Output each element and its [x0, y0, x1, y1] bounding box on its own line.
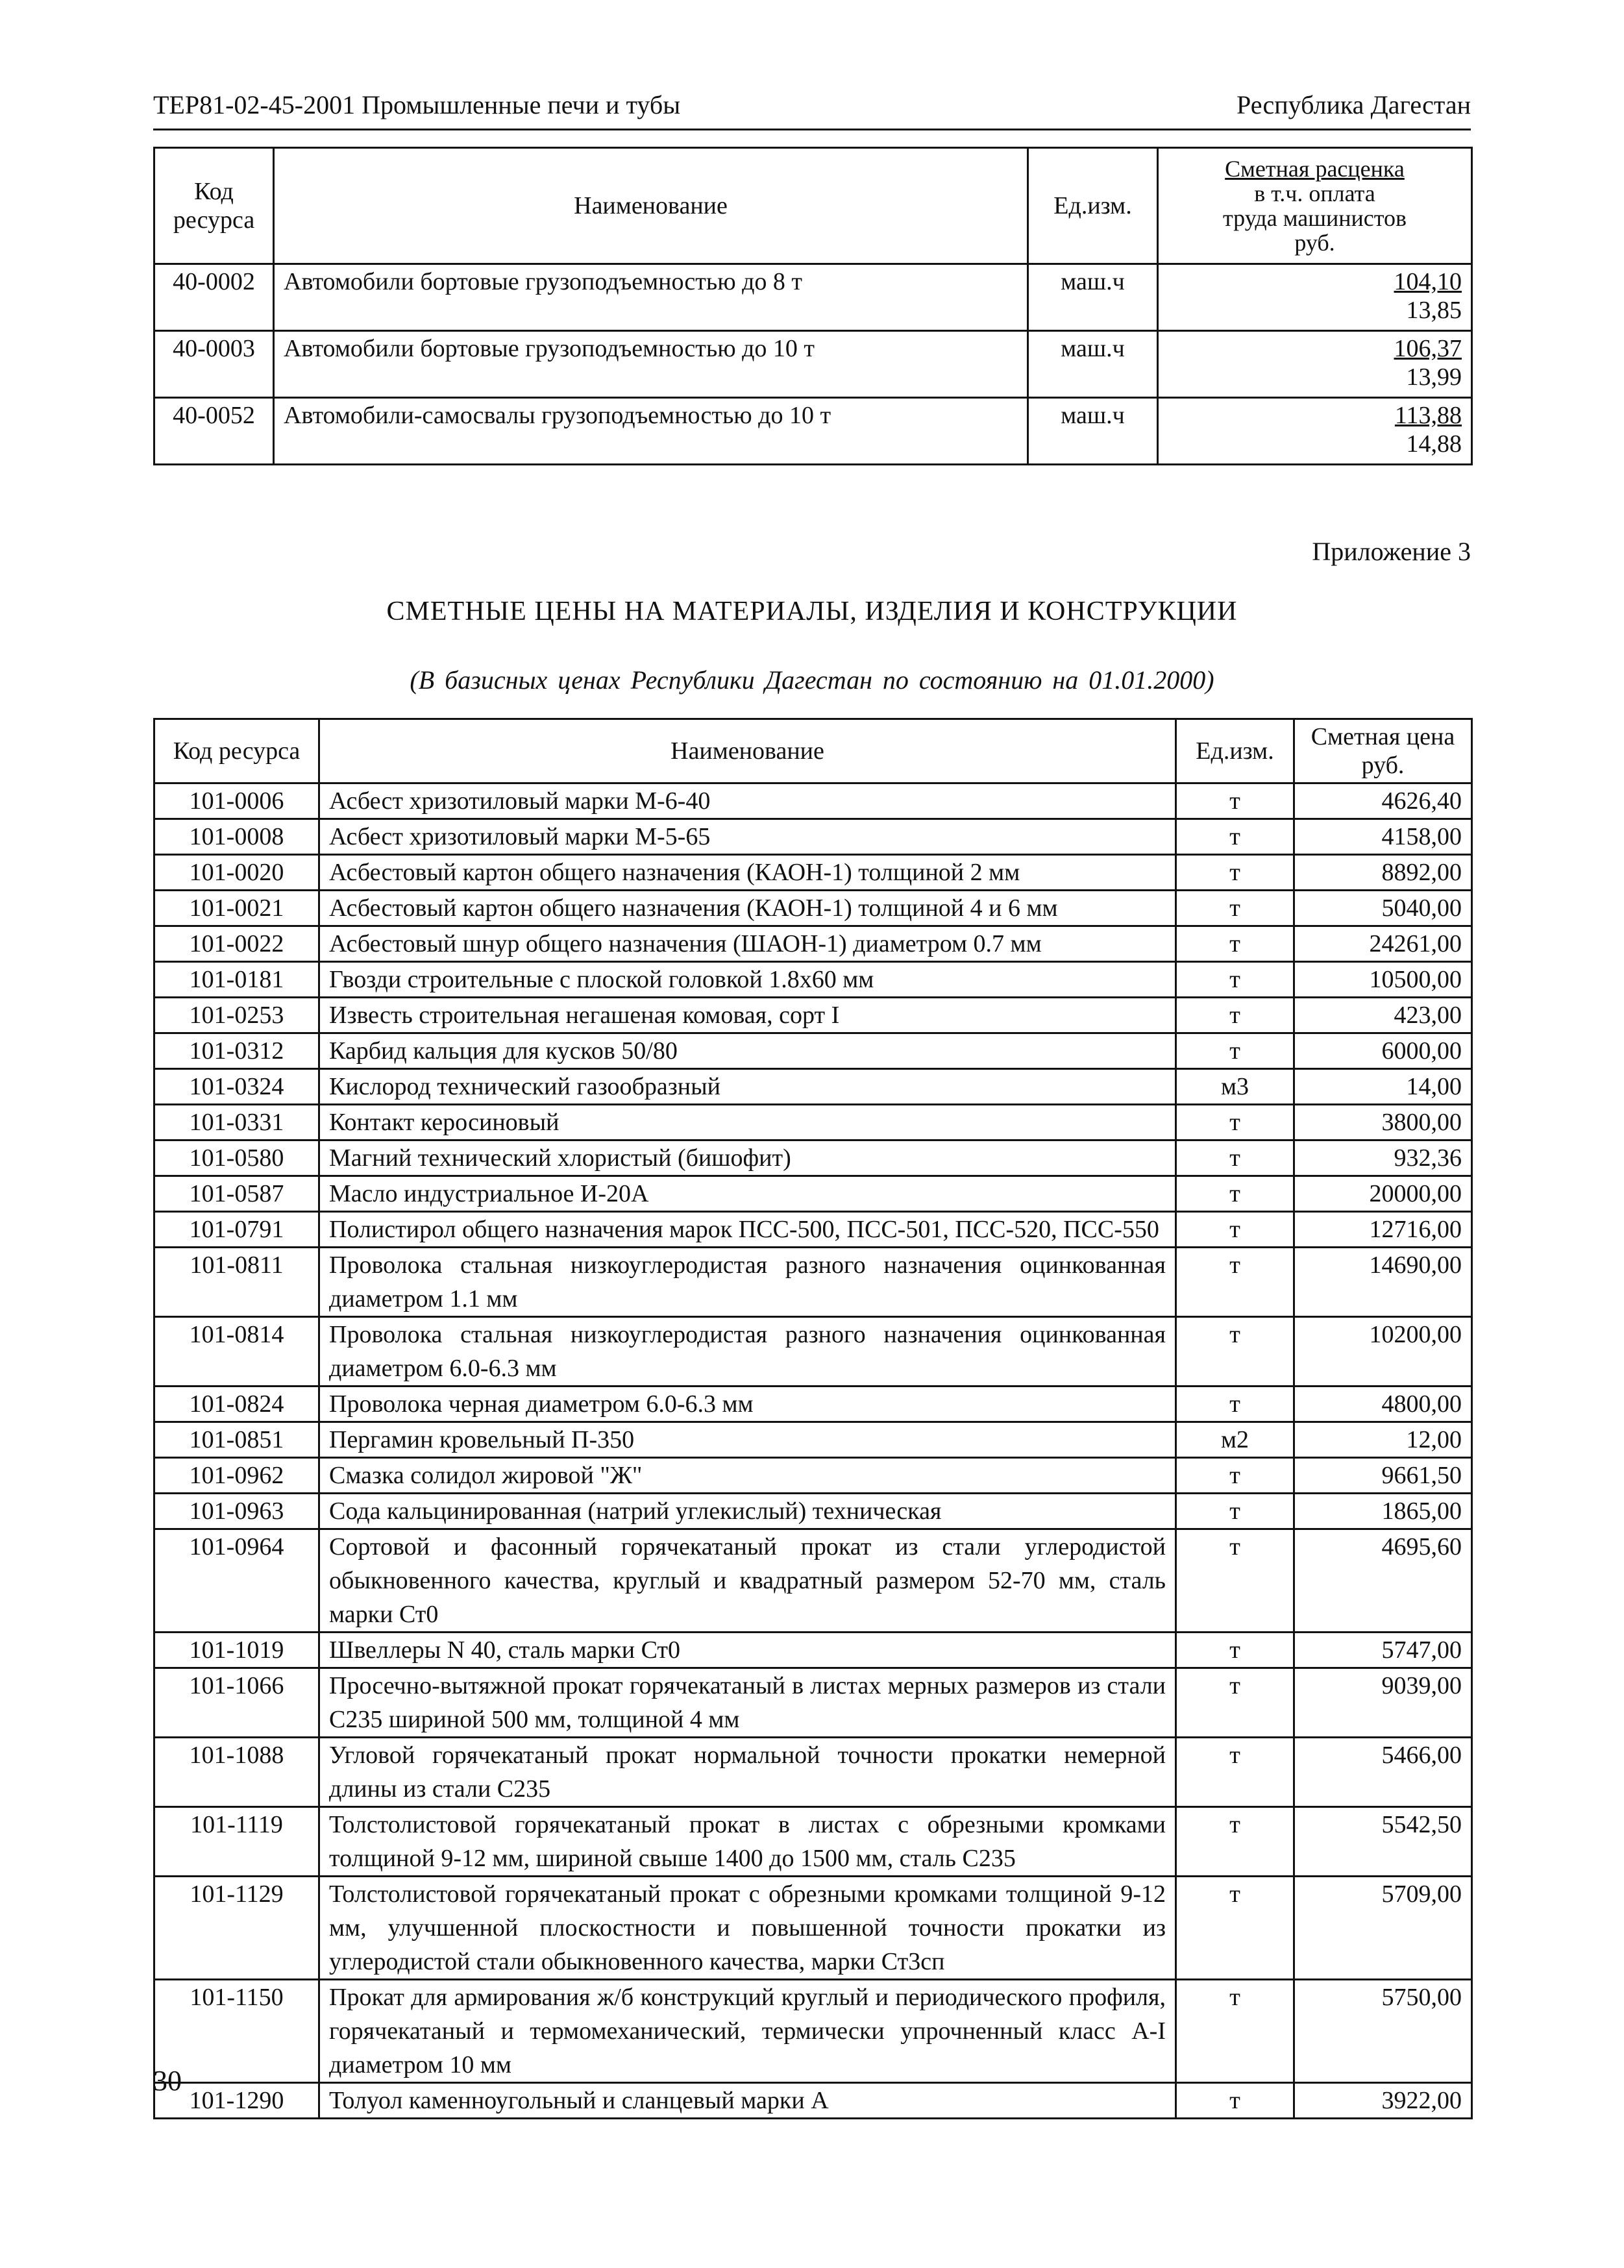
table-row [154, 1738, 1472, 1807]
resource-price [1158, 331, 1472, 398]
resource-price: 14690,00 [1294, 1248, 1472, 1317]
resource-price [1158, 398, 1472, 465]
table-row [154, 1033, 1472, 1069]
table-row [154, 962, 1472, 998]
resource-code: 101-0006 [154, 783, 319, 819]
resource-unit: т [1176, 1317, 1294, 1387]
rate-value: 104,10 [1394, 268, 1462, 295]
resource-code: 101-0587 [154, 1176, 319, 1212]
resource-name: Автомобили-самосвалы грузоподъемностью до 10 т [274, 398, 1028, 465]
resource-unit: т [1176, 1877, 1294, 1980]
table-row [154, 1069, 1472, 1105]
resource-name: Толстолистовой горячекатаный прокат с обрезными кромками толщиной 9-12 мм, улучшенной плоскостности и повышенной точности прокатки из углеродистой стали обыкновенного качества, марки Ст3сп [319, 1877, 1176, 1980]
column-header-code: Код ресурса [154, 148, 274, 264]
resource-code: 40-0002 [154, 264, 274, 331]
resource-unit: маш.ч [1028, 331, 1158, 398]
table-row [154, 1317, 1472, 1387]
resource-price: 4626,40 [1294, 783, 1472, 819]
table-row [154, 1668, 1472, 1738]
resource-price: 5040,00 [1294, 891, 1472, 926]
table-row [154, 855, 1472, 891]
resource-code: 101-0021 [154, 891, 319, 926]
resource-name: Асбест хризотиловый марки М-5-65 [319, 819, 1176, 855]
resource-price: 4800,00 [1294, 1387, 1472, 1422]
resource-unit: т [1176, 1387, 1294, 1422]
resource-name: Полистирол общего назначения марок ПСС-500, ПСС-501, ПСС-520, ПСС-550 [319, 1212, 1176, 1248]
resource-unit: т [1176, 1633, 1294, 1668]
column-header-name: Наименование [274, 148, 1028, 264]
resource-name: Автомобили бортовые грузоподъемностью до 8 т [274, 264, 1028, 331]
table-row [154, 1494, 1472, 1529]
header-document-title: ТЕР81-02-45-2001 Промышленные печи и тубы [153, 90, 681, 119]
resource-unit: т [1176, 1248, 1294, 1317]
resource-price: 5750,00 [1294, 1980, 1472, 2083]
resource-code: 101-1066 [154, 1668, 319, 1738]
resource-code: 101-0022 [154, 926, 319, 962]
appendix-label: Приложение 3 [1312, 537, 1471, 566]
resource-unit: т [1176, 1980, 1294, 2083]
resource-code: 101-1150 [154, 1980, 319, 2083]
header-region: Республика Дагестан [1236, 90, 1471, 119]
resource-name: Автомобили бортовые грузоподъемностью до 10 т [274, 331, 1028, 398]
resource-code: 101-0253 [154, 998, 319, 1033]
resource-code: 101-1119 [154, 1807, 319, 1877]
resource-name: Проволока стальная низкоуглеродистая разного назначения оцинкованная диаметром 6.0-6.3 мм [319, 1317, 1176, 1387]
resource-unit: м3 [1176, 1069, 1294, 1105]
resource-price: 5709,00 [1294, 1877, 1472, 1980]
table-row [154, 926, 1472, 962]
resource-price: 932,36 [1294, 1140, 1472, 1176]
resource-unit: т [1176, 1807, 1294, 1877]
column-header-name: Наименование [319, 719, 1176, 783]
resource-name: Контакт керосиновый [319, 1105, 1176, 1140]
rate-value: 106,37 [1394, 335, 1462, 362]
resource-price: 24261,00 [1294, 926, 1472, 962]
resource-name: Асбестовый картон общего назначения (КАОН-1) толщиной 2 мм [319, 855, 1176, 891]
resource-price: 4158,00 [1294, 819, 1472, 855]
resource-unit: т [1176, 1212, 1294, 1248]
table-row [154, 783, 1472, 819]
page-header [153, 90, 1471, 130]
table-row [154, 264, 1472, 331]
price-header-line: Сметная цена [1310, 723, 1455, 750]
table-row [154, 1105, 1472, 1140]
material-prices-table [153, 718, 1473, 2119]
resource-code: 101-0963 [154, 1494, 319, 1529]
resource-name: Масло индустриальное И-20А [319, 1176, 1176, 1212]
resource-name: Гвозди строительные с плоской головкой 1.8х60 мм [319, 962, 1176, 998]
table-row [154, 891, 1472, 926]
price-header-line: руб. [1361, 752, 1405, 779]
resource-code: 101-0008 [154, 819, 319, 855]
page-number: 30 [153, 2065, 182, 2097]
table-row [154, 1529, 1472, 1633]
column-header-price [1158, 148, 1472, 264]
resource-unit: т [1176, 926, 1294, 962]
resource-code: 101-1290 [154, 2083, 319, 2119]
table-row [154, 1877, 1472, 1980]
resource-price: 5542,50 [1294, 1807, 1472, 1877]
section-subtitle: (В базисных ценах Республики Дагестан по состоянию на 01.01.2000) [410, 665, 1214, 695]
table-row [154, 1458, 1472, 1494]
resource-unit: т [1176, 783, 1294, 819]
table-row [154, 819, 1472, 855]
resource-code: 101-0791 [154, 1212, 319, 1248]
table-header-row [154, 148, 1472, 264]
resource-price: 8892,00 [1294, 855, 1472, 891]
resource-unit: маш.ч [1028, 398, 1158, 465]
labor-value: 13,99 [1406, 364, 1462, 391]
table-row [154, 1140, 1472, 1176]
resource-name: Известь строительная негашеная комовая, сорт I [319, 998, 1176, 1033]
resource-unit: т [1176, 1176, 1294, 1212]
resource-name: Смазка солидол жировой "Ж" [319, 1458, 1176, 1494]
table-row [154, 331, 1472, 398]
resource-price: 20000,00 [1294, 1176, 1472, 1212]
table-row [154, 1176, 1472, 1212]
resource-name: Асбестовый шнур общего назначения (ШАОН-1) диаметром 0.7 мм [319, 926, 1176, 962]
resource-unit: т [1176, 1033, 1294, 1069]
rate-value: 113,88 [1394, 402, 1462, 429]
material-prices-body [154, 783, 1472, 2119]
resource-name: Толуол каменноугольный и сланцевый марки А [319, 2083, 1176, 2119]
table-header-row [154, 719, 1472, 783]
table-row [154, 398, 1472, 465]
resource-unit: т [1176, 819, 1294, 855]
resource-price: 10200,00 [1294, 1317, 1472, 1387]
resource-unit: т [1176, 1140, 1294, 1176]
resource-name: Сода кальцинированная (натрий углекислый) техническая [319, 1494, 1176, 1529]
resource-code: 101-0964 [154, 1529, 319, 1633]
machine-rates-body [154, 264, 1472, 465]
resource-code: 101-0331 [154, 1105, 319, 1140]
table-row [154, 1633, 1472, 1668]
table-row [154, 1807, 1472, 1877]
resource-price: 4695,60 [1294, 1529, 1472, 1633]
resource-unit: м2 [1176, 1422, 1294, 1458]
price-header-line: труда машинистов [1223, 205, 1407, 231]
resource-price: 6000,00 [1294, 1033, 1472, 1069]
resource-code: 101-1088 [154, 1738, 319, 1807]
resource-price: 9661,50 [1294, 1458, 1472, 1494]
resource-unit: т [1176, 1458, 1294, 1494]
resource-unit: т [1176, 962, 1294, 998]
resource-unit: т [1176, 1494, 1294, 1529]
table-row [154, 1212, 1472, 1248]
machine-rates-table [153, 147, 1473, 465]
resource-price: 9039,00 [1294, 1668, 1472, 1738]
resource-name: Толстолистовой горячекатаный прокат в листах с обрезными кромками толщиной 9-12 мм, шириной свыше 1400 до 1500 мм, сталь С235 [319, 1807, 1176, 1877]
resource-price: 5747,00 [1294, 1633, 1472, 1668]
resource-name: Проволока стальная низкоуглеродистая разного назначения оцинкованная диаметром 1.1 мм [319, 1248, 1176, 1317]
table-row [154, 1422, 1472, 1458]
resource-price: 3800,00 [1294, 1105, 1472, 1140]
resource-code: 101-0824 [154, 1387, 319, 1422]
resource-code: 40-0052 [154, 398, 274, 465]
resource-code: 101-1019 [154, 1633, 319, 1668]
resource-unit: маш.ч [1028, 264, 1158, 331]
resource-price: 5466,00 [1294, 1738, 1472, 1807]
resource-name: Сортовой и фасонный горячекатаный прокат из стали углеродистой обыкновенного качества, круглый и квадратный размером 52-70 мм, сталь марки Ст0 [319, 1529, 1176, 1633]
price-header-line: Сметная расценка [1225, 156, 1405, 182]
resource-code: 101-0181 [154, 962, 319, 998]
resource-code: 101-0580 [154, 1140, 319, 1176]
resource-code: 40-0003 [154, 331, 274, 398]
resource-name: Карбид кальция для кусков 50/80 [319, 1033, 1176, 1069]
column-header-unit: Ед.изм. [1176, 719, 1294, 783]
resource-unit: т [1176, 891, 1294, 926]
resource-price: 10500,00 [1294, 962, 1472, 998]
resource-price: 423,00 [1294, 998, 1472, 1033]
price-header-line: в т.ч. оплата [1254, 180, 1375, 206]
resource-name: Магний технический хлористый (бишофит) [319, 1140, 1176, 1176]
resource-name: Прокат для армирования ж/б конструкций круглый и периодического профиля, горячекатаный и термомеханический, термически упрочненный класс А-I диаметром 10 мм [319, 1980, 1176, 2083]
column-header-unit: Ед.изм. [1028, 148, 1158, 264]
labor-value: 13,85 [1406, 297, 1462, 324]
resource-name: Асбест хризотиловый марки М-6-40 [319, 783, 1176, 819]
resource-code: 101-0962 [154, 1458, 319, 1494]
column-header-code: Код ресурса [154, 719, 319, 783]
table-row [154, 1387, 1472, 1422]
resource-unit: т [1176, 998, 1294, 1033]
column-header-price [1294, 719, 1472, 783]
resource-unit: т [1176, 1529, 1294, 1633]
table-row [154, 998, 1472, 1033]
price-header-line: руб. [1294, 230, 1335, 256]
resource-name: Пергамин кровельный П-350 [319, 1422, 1176, 1458]
resource-name: Швеллеры N 40, сталь марки Ст0 [319, 1633, 1176, 1668]
resource-price: 1865,00 [1294, 1494, 1472, 1529]
resource-code: 101-1129 [154, 1877, 319, 1980]
resource-code: 101-0324 [154, 1069, 319, 1105]
resource-name: Асбестовый картон общего назначения (КАОН-1) толщиной 4 и 6 мм [319, 891, 1176, 926]
resource-unit: т [1176, 2083, 1294, 2119]
section-title: СМЕТНЫЕ ЦЕНЫ НА МАТЕРИАЛЫ, ИЗДЕЛИЯ И КОНСТРУКЦИИ [386, 597, 1238, 626]
resource-name: Проволока черная диаметром 6.0-6.3 мм [319, 1387, 1176, 1422]
resource-price: 3922,00 [1294, 2083, 1472, 2119]
resource-name: Угловой горячекатаный прокат нормальной точности прокатки немерной длины из стали С235 [319, 1738, 1176, 1807]
labor-value: 14,88 [1406, 430, 1462, 458]
resource-price: 12716,00 [1294, 1212, 1472, 1248]
resource-unit: т [1176, 855, 1294, 891]
resource-unit: т [1176, 1668, 1294, 1738]
resource-price [1158, 264, 1472, 331]
resource-price: 14,00 [1294, 1069, 1472, 1105]
resource-price: 12,00 [1294, 1422, 1472, 1458]
resource-code: 101-0814 [154, 1317, 319, 1387]
resource-code: 101-0811 [154, 1248, 319, 1317]
resource-unit: т [1176, 1738, 1294, 1807]
resource-name: Кислород технический газообразный [319, 1069, 1176, 1105]
table-row [154, 2083, 1472, 2119]
table-row [154, 1980, 1472, 2083]
resource-name: Просечно-вытяжной прокат горячекатаный в листах мерных размеров из стали С235 шириной 500 мм, толщиной 4 мм [319, 1668, 1176, 1738]
resource-code: 101-0020 [154, 855, 319, 891]
resource-code: 101-0312 [154, 1033, 319, 1069]
resource-unit: т [1176, 1105, 1294, 1140]
table-row [154, 1248, 1472, 1317]
resource-code: 101-0851 [154, 1422, 319, 1458]
